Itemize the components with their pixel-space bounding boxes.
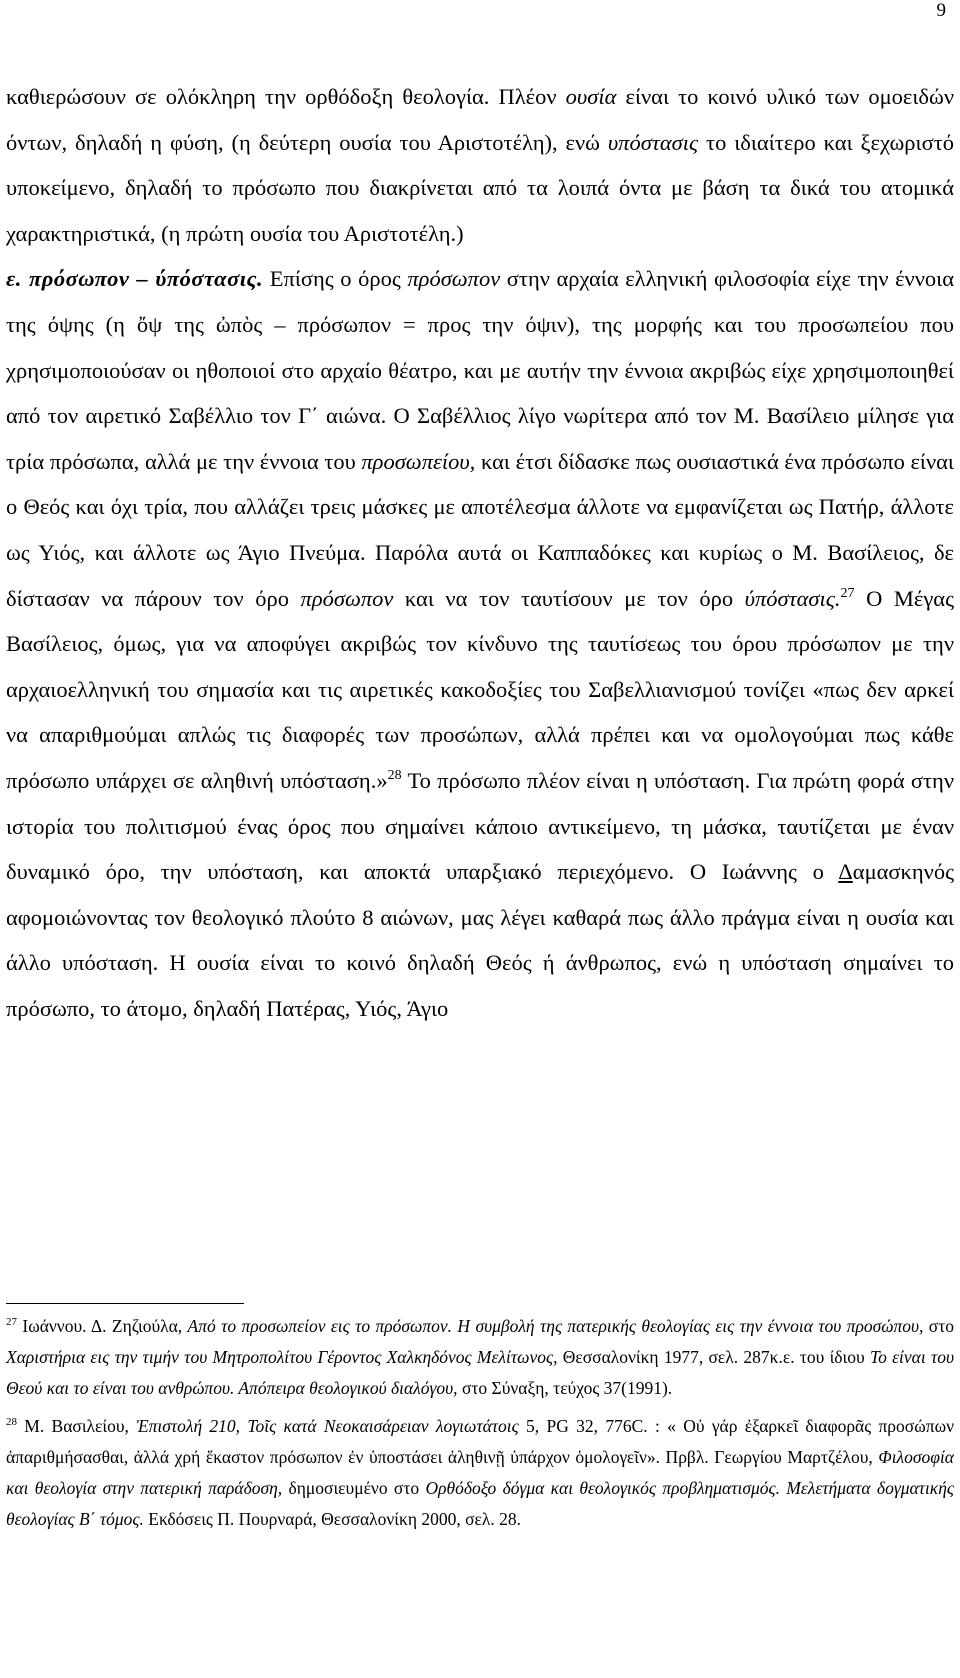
page-number: 9 bbox=[936, 0, 946, 21]
text-run: αμασκηνός αφομοιώνοντας τον θεολογικό πλούτο 8 αιώνων, μας λέγει καθαρά πως άλλο πράγμα είναι η ουσία και άλλο υπόσταση. Η ουσία είναι το κοινό δηλαδή Θεός ή άνθρωπος, ενώ η υπόσταση σημαίνει το πρόσωπο, το άτομο, δηλαδή Πατέρας, Υιός, Άγιο bbox=[6, 859, 954, 1021]
italic-title: Από το προσωπείον εις το πρόσωπον. Η συμβολή της πατερικής θεολογίας εις την έννοια του προσώπου, bbox=[187, 1316, 924, 1336]
text-run: Ο Μέγας Βασίλειος, όμως, για να αποφύγει ακριβώς τον κίνδυνο της ταυτίσεως του όρου πρόσωπον με την αρχαιοελληνική του σημασία και τις αιρετικές κακοδοξίες του Σαβελλιανισμού τονίζει «πως δεν αρκεί να απαριθμούμαι απλώς τις διαφορές των προσώπων, αλλά πρέπει και να ομολογούμαι πως κάθε πρόσωπο υπάρχει σε αληθινή υπόσταση.» bbox=[6, 585, 954, 793]
footnote-number: 27 bbox=[6, 1316, 17, 1328]
text-run: Το πρόσωπο πλέον είναι η υπόσταση. Για πρώτη φορά στην ιστορία του πολιτισμού ένας όρος που σημαίνει κάποιο αντικείμενο, τη μάσκα, ταυτίζεται με έναν δυναμικό όρο, την υπόσταση, και αποκτά υπαρξιακό περιεχόμενο. Ο Ιωάννης ο bbox=[6, 767, 954, 885]
text-run: Θεσσαλονίκη 1977, σελ. 287κ.ε. του ίδιου bbox=[557, 1347, 870, 1368]
footnote-number: 28 bbox=[6, 1415, 17, 1428]
footnote-27 bbox=[6, 1311, 954, 1405]
italic-term: προσωπείου, bbox=[361, 448, 476, 474]
text-run: καθιερώσουν σε ολόκληρη την ορθόδοξη θεολογία. Πλέον bbox=[6, 84, 566, 109]
italic-title: Χαριστήρια εις την τιμήν του Μητροπολίτου Γέροντος Χαλκηδόνος Μελίτωνος, bbox=[6, 1347, 558, 1368]
footnote-separator bbox=[6, 1303, 244, 1304]
italic-term: ύπόστασις. bbox=[744, 585, 841, 611]
italic-title: Το είναι του Θεού και το είναι του ανθρώπου. Απόπειρα θεολογικού διαλόγου, bbox=[6, 1347, 954, 1399]
text-run: στο Σύναξη, τεύχος 37(1991). bbox=[457, 1378, 673, 1399]
italic-term: πρόσωπον bbox=[300, 585, 394, 611]
text-run: Μ. Βασιλείου, bbox=[17, 1415, 137, 1436]
section-heading: ε. πρόσωπον – ύπόστασις. bbox=[6, 266, 264, 292]
text-run: και να τον ταυτίσουν με τον όρο bbox=[393, 585, 745, 611]
footnote-ref-28[interactable]: 28 bbox=[387, 767, 402, 783]
italic-term: υπόστασις bbox=[607, 129, 699, 155]
text-run: Εκδόσεις Π. Πουρναρά, Θεσσαλονίκη 2000, σελ. 28. bbox=[143, 1509, 521, 1530]
text-run: είναι το κοινό υλικό των ομοειδών όντων, δηλαδή η φύση, (η δεύτερη ουσία του Αριστοτέλη), ενώ bbox=[6, 84, 954, 155]
paragraph-prosopon bbox=[6, 256, 954, 1031]
italic-title: Φιλοσοφία και θεολογία στην πατερική παράδοση, bbox=[6, 1446, 954, 1499]
text-run: και έτσι δίδασκε πως ουσιαστικά ένα πρόσωπο είναι ο Θεός και όχι τρία, που αλλάζει τρεις μάσκες με αποτέλεσμα άλλοτε να εμφανίζεται ως Πατήρ, άλλοτε ως Υιός, και άλλοτε ως Άγιο Πνεύμα. Παρόλα αυτά οι Καππαδόκες και κυρίως ο Μ. Βασίλειος, δε δίστασαν να πάρουν τον όρο bbox=[6, 448, 954, 611]
italic-title: Ορθόδοξο δόγμα και θεολογικός προβληματισμός. Μελετήματα δογματικής θεολογίας Β΄ τόμος. bbox=[6, 1478, 954, 1530]
footnote-28 bbox=[6, 1411, 954, 1536]
main-body-text bbox=[6, 74, 954, 1031]
text-run: στο bbox=[923, 1316, 955, 1336]
italic-term: πρόσωπον bbox=[407, 266, 501, 292]
footnote-ref-27[interactable]: 27 bbox=[840, 585, 855, 601]
paragraph-ousia-hypostasis bbox=[6, 74, 954, 256]
italic-title: Ἐπιστολή 210, Τοῖς κατά Νεοκαισάρειαν λογιωτάτοις bbox=[136, 1415, 519, 1436]
text-run: 5, PG 32, 776C. : « Οὐ γάρ ἐξαρκεῖ διαφορᾶς προσώπων ἀπαριθμήσασθαι, ἀλλά χρή ἕκαστον πρόσωπον ἐν ὑποστάσει ἀληθινῇ ὑπάρχον ὁμολογεῖν». Πρβλ. Γεωργίου Μαρτζέλου, bbox=[6, 1415, 954, 1467]
text-run: δημοσιευμένο στο bbox=[282, 1478, 426, 1499]
text-run: Ιωάννου. Δ. Ζηζιούλα, bbox=[17, 1316, 188, 1336]
footnotes-section bbox=[6, 1311, 954, 1541]
text-run: Επίσης ο όρος bbox=[263, 266, 408, 292]
underlined-letter: Δ bbox=[838, 859, 853, 885]
text-run: το ιδιαίτερο και ξεχωριστό υποκείμενο, δηλαδή το πρόσωπο που διακρίνεται από τα λοιπά όντα με βάση τα δικά του ατομικά χαρακτηριστικά, (η πρώτη ουσία του Αριστοτέλη.) bbox=[6, 129, 955, 246]
text-run: στην αρχαία ελληνική φιλοσοφία είχε την έννοια της όψης (η ὄψ της ὠπὸς – πρόσωπον = προς την όψιν), της μορφής και του προσωπείου που χρησιμοποιούσαν οι ηθοποιοί στο αρχαίο θέατρο, και με αυτήν την έννοια ακριβώς είχε χρησιμοποιηθεί από τον αιρετικό Σαβέλλιο τον Γ΄ αιώνα. Ο Σαβέλλιος λίγο νωρίτερα από τον Μ. Βασίλειο μίλησε για τρία πρόσωπα, αλλά με την έννοια του bbox=[6, 266, 954, 474]
italic-term: ουσία bbox=[565, 84, 617, 109]
